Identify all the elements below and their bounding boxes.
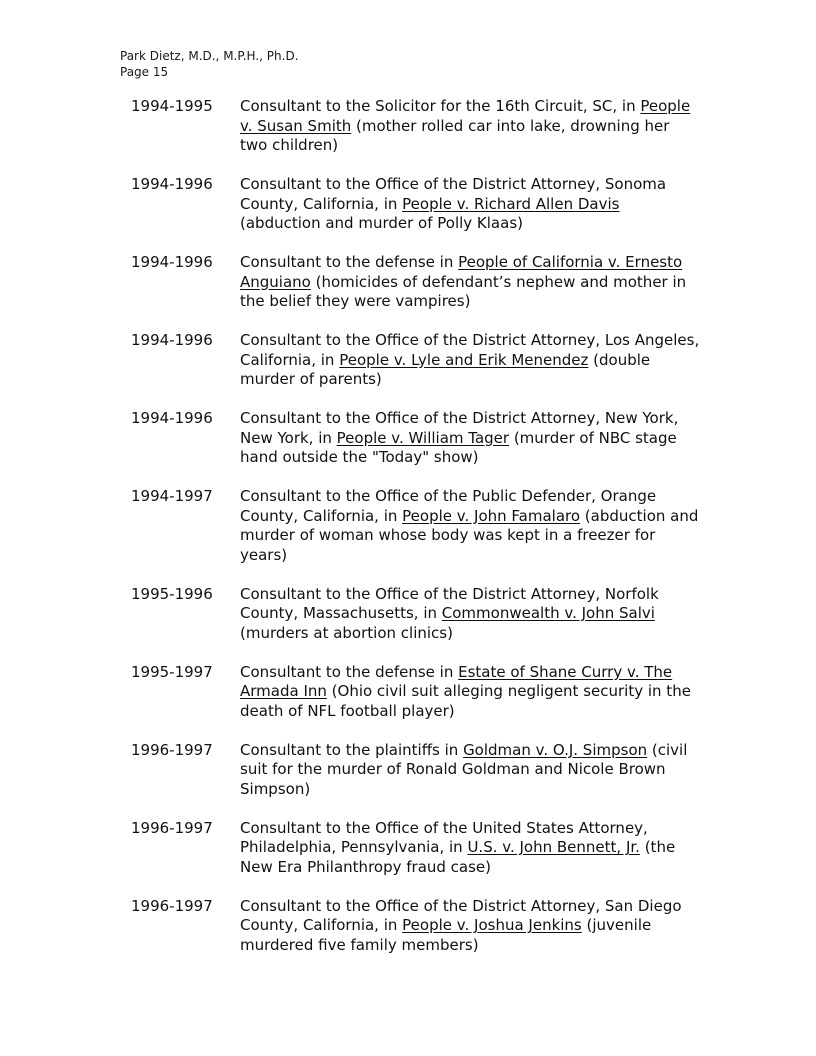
case-name: People v. Joshua Jenkins (402, 916, 582, 934)
list-item (131, 897, 711, 956)
entry-note: (mother rolled car into lake, drowning her two children) (240, 116, 670, 154)
author-name: Park Dietz, M.D., M.P.H., Ph.D. (120, 49, 299, 63)
list-item (131, 97, 711, 156)
entry-description (240, 97, 700, 156)
entry-note: (Ohio civil suit alleging negligent security in the death of NFL football player) (240, 682, 691, 720)
entry-years: 1996-1997 (131, 818, 213, 837)
entry-text: Consultant to the plaintiffs in (240, 740, 464, 759)
entry-text: Consultant to the Office of the District Attorney, San Diego County, California, in (240, 896, 682, 934)
case-name: People v. John Famalaro (402, 506, 581, 525)
entry-text: Consultant to the defense in (240, 662, 459, 681)
entry-text: Consultant to the Office of the United States Attorney, Philadelphia, Pennsylvania, in (240, 818, 648, 856)
entry-description (240, 585, 700, 644)
case-name: Commonwealth v. John Salvi (441, 604, 655, 622)
entry-description (240, 741, 700, 800)
case-name: Goldman v. O.J. Simpson (463, 740, 648, 759)
list-item (131, 663, 711, 722)
list-item (131, 585, 711, 644)
entry-note: (murders at abortion clinics) (240, 623, 453, 642)
case-name: People v. Richard Allen Davis (402, 194, 620, 213)
consultation-list (131, 97, 711, 975)
entry-description (240, 819, 700, 878)
page-number: Page 15 (120, 64, 169, 79)
entry-description (240, 487, 700, 565)
entry-text: Consultant to the Office of the Public Defender, Orange County, California, in (240, 487, 657, 525)
entry-description (240, 175, 700, 234)
entry-years: 1994-1996 (131, 409, 213, 427)
list-item (131, 253, 711, 312)
list-item (131, 331, 711, 390)
entry-years: 1994-1996 (131, 175, 213, 193)
entry-description (240, 409, 700, 468)
case-name: People v. William Tager (336, 428, 510, 447)
entry-note: (juvenile murdered five family members) (240, 916, 652, 954)
list-item (131, 741, 711, 800)
entry-text: Consultant to the Office of the District Attorney, New York, New York, in (240, 409, 679, 447)
case-name: Estate of Shane Curry v. The Armada Inn (240, 662, 673, 700)
entry-text: Consultant to the Office of the District Attorney, Norfolk County, Massachusetts, in (240, 584, 659, 622)
entry-description (240, 331, 700, 390)
list-item (131, 175, 711, 234)
entry-text: Consultant to the Office of the District Attorney, Los Angeles, California, in (240, 331, 700, 369)
entry-years: 1995-1997 (131, 662, 213, 681)
case-name: U.S. v. John Bennett, Jr. (467, 838, 640, 856)
case-name: People v. Susan Smith (240, 97, 691, 135)
entry-description (240, 897, 700, 956)
entry-note: (the New Era Philanthropy fraud case) (240, 838, 676, 876)
entry-text: Consultant to the Solicitor for the 16th Circuit, SC, in (240, 97, 641, 115)
list-item (131, 409, 711, 468)
entry-years: 1996-1997 (131, 740, 213, 759)
entry-years: 1994-1996 (131, 331, 213, 349)
entry-years: 1994-1995 (131, 97, 213, 115)
entry-years: 1996-1997 (131, 896, 213, 915)
entry-years: 1994-1996 (131, 253, 213, 271)
entry-description (240, 663, 700, 722)
page-header (120, 49, 299, 80)
entry-note: (abduction and murder of woman whose body was kept in a freezer for years) (240, 506, 699, 564)
entry-years: 1995-1996 (131, 584, 213, 603)
entry-text: Consultant to the defense in (240, 253, 459, 271)
entry-note: (civil suit for the murder of Ronald Goldman and Nicole Brown Simpson) (240, 740, 688, 798)
case-name: People v. Lyle and Erik Menendez (339, 350, 589, 369)
entry-years: 1994-1997 (131, 487, 213, 505)
entry-note: (double murder of parents) (240, 350, 651, 388)
list-item (131, 487, 711, 565)
entry-note: (murder of NBC stage hand outside the "Today" show) (240, 428, 677, 466)
list-item (131, 819, 711, 878)
entry-description (240, 253, 700, 312)
entry-note: (abduction and murder of Polly Klaas) (240, 214, 523, 232)
entry-note: (homicides of defendant’s nephew and mother in the belief they were vampires) (240, 272, 687, 310)
entry-text: Consultant to the Office of the District Attorney, Sonoma County, California, in (240, 175, 667, 213)
case-name: People of California v. Ernesto Anguiano (240, 253, 683, 291)
